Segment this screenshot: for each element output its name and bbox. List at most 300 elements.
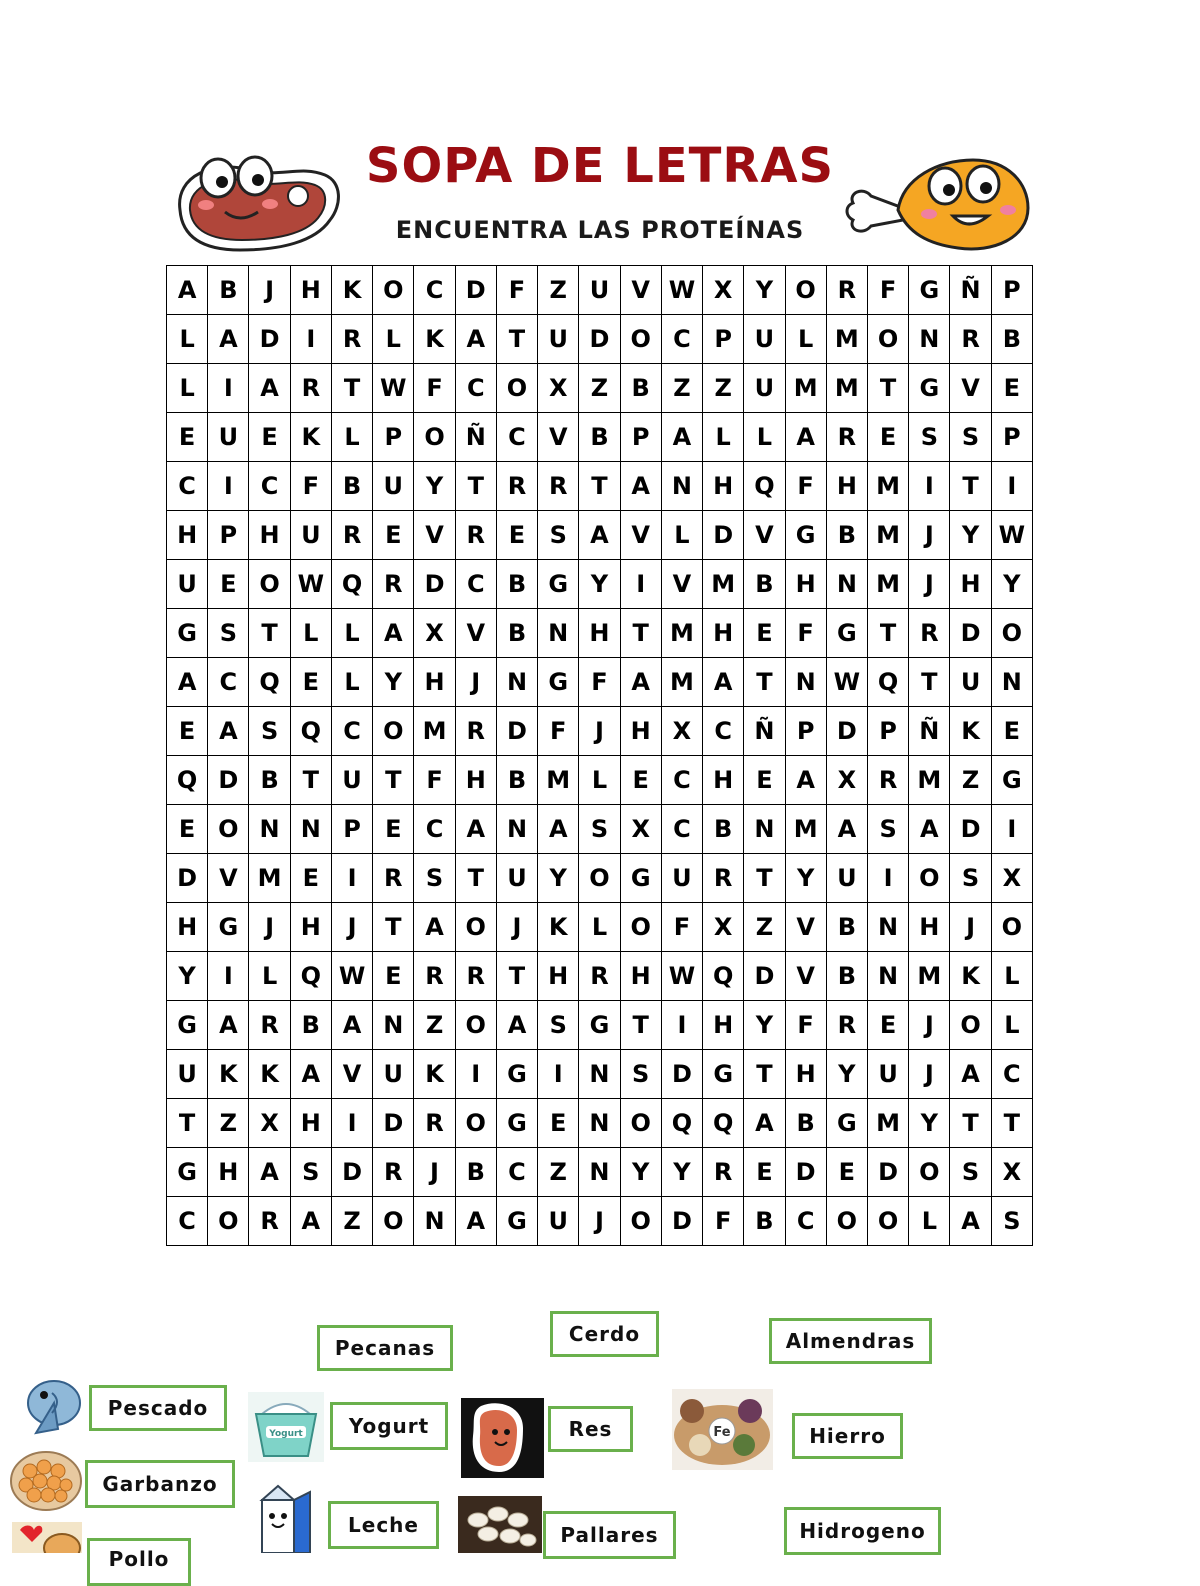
grid-cell: I bbox=[208, 364, 249, 413]
grid-cell: F bbox=[703, 1197, 744, 1246]
grid-row bbox=[167, 413, 1033, 462]
grid-cell: H bbox=[785, 560, 826, 609]
grid-cell: K bbox=[331, 266, 372, 315]
grid-cell: K bbox=[950, 707, 991, 756]
grid-cell: D bbox=[167, 854, 208, 903]
grid-cell: N bbox=[414, 1197, 455, 1246]
grid-cell: T bbox=[991, 1099, 1032, 1148]
grid-row bbox=[167, 854, 1033, 903]
grid-cell: M bbox=[867, 1099, 908, 1148]
grid-cell: A bbox=[208, 315, 249, 364]
grid-cell: F bbox=[785, 1001, 826, 1050]
grid-cell: W bbox=[661, 266, 702, 315]
word-search-grid bbox=[166, 265, 1033, 1246]
grid-cell: R bbox=[826, 1001, 867, 1050]
grid-cell: I bbox=[208, 462, 249, 511]
grid-cell: F bbox=[785, 462, 826, 511]
grid-cell: I bbox=[620, 560, 661, 609]
grid-cell: D bbox=[208, 756, 249, 805]
page-title: SOPA DE LETRAS bbox=[365, 138, 835, 194]
grid-cell: O bbox=[991, 609, 1032, 658]
grid-cell: H bbox=[826, 462, 867, 511]
grid-cell: Z bbox=[208, 1099, 249, 1148]
grid-cell: Q bbox=[703, 952, 744, 1001]
grid-cell: A bbox=[373, 609, 414, 658]
grid-cell: H bbox=[703, 609, 744, 658]
grid-cell: C bbox=[249, 462, 290, 511]
grid-cell: Y bbox=[373, 658, 414, 707]
grid-cell: Y bbox=[620, 1148, 661, 1197]
grid-cell: K bbox=[414, 315, 455, 364]
grid-cell: X bbox=[661, 707, 702, 756]
word-cerdo: Cerdo bbox=[550, 1311, 659, 1357]
grid-cell: R bbox=[331, 511, 372, 560]
grid-cell: O bbox=[826, 1197, 867, 1246]
grid-cell: M bbox=[785, 805, 826, 854]
grid-row bbox=[167, 952, 1033, 1001]
grid-cell: C bbox=[496, 413, 537, 462]
grid-cell: C bbox=[414, 266, 455, 315]
beans-icon bbox=[458, 1496, 542, 1553]
grid-cell: Ñ bbox=[744, 707, 785, 756]
grid-cell: W bbox=[661, 952, 702, 1001]
grid-cell: N bbox=[867, 903, 908, 952]
iron-bowl-label: Fe bbox=[713, 1425, 731, 1440]
grid-cell: U bbox=[950, 658, 991, 707]
grid-cell: B bbox=[785, 1099, 826, 1148]
grid-cell: L bbox=[785, 315, 826, 364]
grid-cell: F bbox=[661, 903, 702, 952]
grid-cell: C bbox=[661, 756, 702, 805]
grid-cell: N bbox=[991, 658, 1032, 707]
grid-cell: H bbox=[703, 756, 744, 805]
grid-cell: S bbox=[249, 707, 290, 756]
grid-cell: I bbox=[331, 1099, 372, 1148]
grid-cell: H bbox=[208, 1148, 249, 1197]
grid-cell: U bbox=[373, 462, 414, 511]
grid-row bbox=[167, 805, 1033, 854]
grid-cell: I bbox=[867, 854, 908, 903]
grid-row bbox=[167, 1099, 1033, 1148]
grid-cell: E bbox=[744, 609, 785, 658]
grid-cell: G bbox=[579, 1001, 620, 1050]
grid-cell: F bbox=[290, 462, 331, 511]
grid-cell: V bbox=[661, 560, 702, 609]
grid-cell: X bbox=[703, 266, 744, 315]
grid-cell: O bbox=[909, 854, 950, 903]
grid-cell: R bbox=[826, 413, 867, 462]
grid-cell: G bbox=[496, 1099, 537, 1148]
grid-cell: T bbox=[455, 462, 496, 511]
grid-cell: D bbox=[867, 1148, 908, 1197]
grid-cell: H bbox=[290, 1099, 331, 1148]
grid-cell: D bbox=[744, 952, 785, 1001]
grid-cell: N bbox=[579, 1099, 620, 1148]
grid-cell: O bbox=[373, 266, 414, 315]
grid-cell: O bbox=[620, 903, 661, 952]
grid-cell: N bbox=[579, 1050, 620, 1099]
grid-cell: D bbox=[661, 1050, 702, 1099]
grid-cell: D bbox=[496, 707, 537, 756]
grid-cell: H bbox=[785, 1050, 826, 1099]
grid-cell: F bbox=[414, 756, 455, 805]
grid-cell: B bbox=[496, 560, 537, 609]
grid-cell: A bbox=[455, 805, 496, 854]
grid-cell: U bbox=[538, 315, 579, 364]
word-pollo: Pollo bbox=[87, 1538, 191, 1586]
grid-cell: Q bbox=[867, 658, 908, 707]
grid-cell: A bbox=[620, 658, 661, 707]
grid-cell: C bbox=[208, 658, 249, 707]
grid-cell: J bbox=[909, 1050, 950, 1099]
page-subtitle: ENCUENTRA LAS PROTEÍNAS bbox=[395, 216, 805, 244]
grid-cell: R bbox=[249, 1197, 290, 1246]
grid-cell: U bbox=[373, 1050, 414, 1099]
grid-cell: U bbox=[167, 560, 208, 609]
grid-cell: J bbox=[455, 658, 496, 707]
grid-cell: S bbox=[579, 805, 620, 854]
grid-cell: F bbox=[785, 609, 826, 658]
grid-cell: Z bbox=[579, 364, 620, 413]
grid-cell: R bbox=[373, 1148, 414, 1197]
grid-cell: S bbox=[867, 805, 908, 854]
grid-cell: B bbox=[579, 413, 620, 462]
grid-cell: B bbox=[620, 364, 661, 413]
grid-row bbox=[167, 266, 1033, 315]
grid-cell: Q bbox=[249, 658, 290, 707]
grid-cell: D bbox=[785, 1148, 826, 1197]
grid-cell: L bbox=[661, 511, 702, 560]
grid-cell: E bbox=[167, 413, 208, 462]
grid-cell: B bbox=[496, 756, 537, 805]
grid-cell: I bbox=[290, 315, 331, 364]
grid-cell: A bbox=[785, 413, 826, 462]
grid-cell: U bbox=[661, 854, 702, 903]
grid-cell: T bbox=[744, 658, 785, 707]
grid-cell: E bbox=[373, 511, 414, 560]
grid-cell: O bbox=[414, 413, 455, 462]
word-hidrogeno: Hidrogeno bbox=[784, 1507, 941, 1555]
grid-cell: A bbox=[620, 462, 661, 511]
grid-cell: D bbox=[414, 560, 455, 609]
grid-cell: V bbox=[455, 609, 496, 658]
grid-cell: M bbox=[414, 707, 455, 756]
grid-cell: J bbox=[909, 560, 950, 609]
grid-cell: S bbox=[909, 413, 950, 462]
grid-cell: U bbox=[744, 364, 785, 413]
grid-cell: K bbox=[208, 1050, 249, 1099]
grid-cell: G bbox=[620, 854, 661, 903]
grid-cell: M bbox=[661, 658, 702, 707]
grid-cell: C bbox=[414, 805, 455, 854]
grid-cell: Z bbox=[538, 266, 579, 315]
grid-cell: L bbox=[331, 658, 372, 707]
grid-cell: S bbox=[290, 1148, 331, 1197]
grid-cell: Ñ bbox=[455, 413, 496, 462]
grid-cell: R bbox=[538, 462, 579, 511]
grid-cell: S bbox=[620, 1050, 661, 1099]
grid-cell: H bbox=[455, 756, 496, 805]
grid-cell: A bbox=[249, 1148, 290, 1197]
grid-cell: V bbox=[538, 413, 579, 462]
grid-cell: G bbox=[208, 903, 249, 952]
grid-cell: C bbox=[661, 805, 702, 854]
grid-cell: H bbox=[290, 903, 331, 952]
grid-cell: P bbox=[373, 413, 414, 462]
grid-row bbox=[167, 1197, 1033, 1246]
grid-cell: T bbox=[867, 364, 908, 413]
grid-cell: O bbox=[455, 1099, 496, 1148]
grid-cell: T bbox=[373, 903, 414, 952]
grid-cell: Z bbox=[331, 1197, 372, 1246]
grid-cell: D bbox=[826, 707, 867, 756]
grid-cell: A bbox=[661, 413, 702, 462]
grid-cell: D bbox=[331, 1148, 372, 1197]
grid-cell: T bbox=[950, 462, 991, 511]
grid-cell: L bbox=[909, 1197, 950, 1246]
grid-cell: S bbox=[538, 1001, 579, 1050]
grid-cell: D bbox=[579, 315, 620, 364]
grid-cell: D bbox=[950, 609, 991, 658]
grid-cell: N bbox=[373, 1001, 414, 1050]
grid-cell: T bbox=[496, 952, 537, 1001]
grid-cell: A bbox=[331, 1001, 372, 1050]
grid-cell: A bbox=[455, 315, 496, 364]
grid-cell: C bbox=[455, 560, 496, 609]
grid-cell: N bbox=[290, 805, 331, 854]
grid-cell: H bbox=[703, 462, 744, 511]
grid-cell: N bbox=[785, 658, 826, 707]
grid-cell: D bbox=[950, 805, 991, 854]
word-leche: Leche bbox=[328, 1501, 439, 1549]
grid-cell: V bbox=[331, 1050, 372, 1099]
grid-cell: O bbox=[249, 560, 290, 609]
grid-cell: O bbox=[991, 903, 1032, 952]
grid-cell: G bbox=[991, 756, 1032, 805]
grid-cell: U bbox=[826, 854, 867, 903]
grid-cell: R bbox=[414, 1099, 455, 1148]
grid-cell: B bbox=[826, 952, 867, 1001]
grid-cell: O bbox=[496, 364, 537, 413]
grid-cell: H bbox=[167, 903, 208, 952]
steak-mascot-icon bbox=[170, 150, 345, 260]
grid-cell: R bbox=[455, 511, 496, 560]
grid-cell: B bbox=[826, 903, 867, 952]
grid-cell: E bbox=[290, 658, 331, 707]
grid-cell: L bbox=[249, 952, 290, 1001]
grid-cell: O bbox=[867, 1197, 908, 1246]
grid-cell: N bbox=[744, 805, 785, 854]
grid-cell: O bbox=[867, 315, 908, 364]
grid-cell: N bbox=[867, 952, 908, 1001]
grid-cell: V bbox=[620, 511, 661, 560]
grid-cell: W bbox=[373, 364, 414, 413]
grid-cell: E bbox=[991, 707, 1032, 756]
grid-cell: A bbox=[414, 903, 455, 952]
grid-cell: Q bbox=[744, 462, 785, 511]
grid-cell: Y bbox=[167, 952, 208, 1001]
grid-cell: U bbox=[290, 511, 331, 560]
grid-cell: Y bbox=[661, 1148, 702, 1197]
grid-cell: P bbox=[785, 707, 826, 756]
yogurt-cup-label: Yogurt bbox=[269, 1429, 303, 1439]
grid-cell: A bbox=[208, 1001, 249, 1050]
grid-cell: V bbox=[620, 266, 661, 315]
grid-cell: N bbox=[249, 805, 290, 854]
grid-cell: N bbox=[661, 462, 702, 511]
grid-row bbox=[167, 364, 1033, 413]
grid-cell: U bbox=[331, 756, 372, 805]
grid-cell: O bbox=[950, 1001, 991, 1050]
grid-cell: H bbox=[909, 903, 950, 952]
grid-cell: I bbox=[538, 1050, 579, 1099]
grid-cell: O bbox=[785, 266, 826, 315]
grid-cell: Ñ bbox=[950, 266, 991, 315]
grid-cell: N bbox=[579, 1148, 620, 1197]
grid-cell: J bbox=[496, 903, 537, 952]
grid-cell: X bbox=[414, 609, 455, 658]
grid-row bbox=[167, 609, 1033, 658]
grid-cell: R bbox=[414, 952, 455, 1001]
grid-cell: D bbox=[661, 1197, 702, 1246]
word-hierro: Hierro bbox=[792, 1413, 903, 1459]
grid-cell: M bbox=[826, 315, 867, 364]
grid-cell: I bbox=[991, 805, 1032, 854]
grid-cell: V bbox=[785, 952, 826, 1001]
grid-cell: O bbox=[620, 1197, 661, 1246]
grid-cell: H bbox=[290, 266, 331, 315]
grid-cell: P bbox=[620, 413, 661, 462]
word-pescado: Pescado bbox=[89, 1385, 227, 1431]
grid-cell: T bbox=[620, 1001, 661, 1050]
grid-cell: L bbox=[579, 903, 620, 952]
grid-cell: D bbox=[703, 511, 744, 560]
grid-cell: O bbox=[909, 1148, 950, 1197]
grid-cell: X bbox=[703, 903, 744, 952]
steak-icon bbox=[461, 1398, 544, 1478]
grid-cell: M bbox=[249, 854, 290, 903]
grid-cell: G bbox=[496, 1197, 537, 1246]
grid-cell: M bbox=[703, 560, 744, 609]
grid-cell: K bbox=[290, 413, 331, 462]
grid-cell: E bbox=[991, 364, 1032, 413]
grid-cell: S bbox=[991, 1197, 1032, 1246]
grid-cell: R bbox=[373, 854, 414, 903]
grid-cell: Z bbox=[538, 1148, 579, 1197]
grid-cell: D bbox=[455, 266, 496, 315]
grid-cell: G bbox=[538, 560, 579, 609]
grid-cell: T bbox=[249, 609, 290, 658]
grid-cell: U bbox=[496, 854, 537, 903]
grid-cell: T bbox=[455, 854, 496, 903]
grid-cell: C bbox=[785, 1197, 826, 1246]
grid-cell: Z bbox=[703, 364, 744, 413]
grid-cell: U bbox=[579, 266, 620, 315]
grid-cell: M bbox=[867, 511, 908, 560]
grid-cell: S bbox=[414, 854, 455, 903]
grid-cell: C bbox=[167, 462, 208, 511]
grid-cell: B bbox=[290, 1001, 331, 1050]
grid-cell: G bbox=[167, 609, 208, 658]
grid-cell: C bbox=[455, 364, 496, 413]
grid-cell: H bbox=[950, 560, 991, 609]
grid-cell: G bbox=[703, 1050, 744, 1099]
grid-cell: A bbox=[290, 1050, 331, 1099]
grid-cell: T bbox=[950, 1099, 991, 1148]
grid-cell: R bbox=[703, 1148, 744, 1197]
grid-cell: S bbox=[950, 854, 991, 903]
grid-cell: Y bbox=[950, 511, 991, 560]
grid-cell: S bbox=[950, 1148, 991, 1197]
grid-cell: T bbox=[496, 315, 537, 364]
grid-cell: F bbox=[496, 266, 537, 315]
grid-cell: X bbox=[249, 1099, 290, 1148]
grid-cell: B bbox=[744, 560, 785, 609]
grid-cell: E bbox=[208, 560, 249, 609]
grid-cell: H bbox=[167, 511, 208, 560]
grid-cell: N bbox=[909, 315, 950, 364]
grid-row bbox=[167, 1050, 1033, 1099]
grid-row bbox=[167, 903, 1033, 952]
grid-cell: M bbox=[909, 756, 950, 805]
grid-cell: V bbox=[950, 364, 991, 413]
grid-cell: E bbox=[867, 413, 908, 462]
grid-cell: H bbox=[249, 511, 290, 560]
grid-cell: W bbox=[290, 560, 331, 609]
grid-cell: H bbox=[620, 952, 661, 1001]
grid-cell: A bbox=[909, 805, 950, 854]
grid-cell: W bbox=[331, 952, 372, 1001]
grid-cell: M bbox=[909, 952, 950, 1001]
grid-cell: T bbox=[290, 756, 331, 805]
grid-row bbox=[167, 560, 1033, 609]
grid-cell: R bbox=[331, 315, 372, 364]
grid-cell: S bbox=[538, 511, 579, 560]
grid-cell: X bbox=[826, 756, 867, 805]
grid-cell: P bbox=[991, 266, 1032, 315]
grid-cell: R bbox=[867, 756, 908, 805]
grid-cell: G bbox=[167, 1001, 208, 1050]
grid-cell: U bbox=[867, 1050, 908, 1099]
grid-cell: A bbox=[538, 805, 579, 854]
grid-cell: T bbox=[331, 364, 372, 413]
grid-row bbox=[167, 658, 1033, 707]
grid-cell: R bbox=[373, 560, 414, 609]
grid-row bbox=[167, 707, 1033, 756]
grid-cell: X bbox=[991, 854, 1032, 903]
grid-cell: F bbox=[867, 266, 908, 315]
grid-cell: Q bbox=[290, 952, 331, 1001]
grid-cell: R bbox=[579, 952, 620, 1001]
grid-cell: J bbox=[414, 1148, 455, 1197]
grid-cell: L bbox=[703, 413, 744, 462]
grid-cell: T bbox=[579, 462, 620, 511]
word-garbanzo: Garbanzo bbox=[85, 1460, 235, 1508]
grid-cell: B bbox=[703, 805, 744, 854]
grid-cell: L bbox=[744, 413, 785, 462]
grid-cell: E bbox=[167, 707, 208, 756]
grid-cell: G bbox=[167, 1148, 208, 1197]
grid-cell: H bbox=[579, 609, 620, 658]
grid-cell: C bbox=[661, 315, 702, 364]
grid-cell: F bbox=[538, 707, 579, 756]
grid-cell: Y bbox=[744, 1001, 785, 1050]
iron-foods-icon bbox=[672, 1389, 773, 1470]
grid-cell: Y bbox=[538, 854, 579, 903]
grid-cell: L bbox=[331, 413, 372, 462]
grid-cell: B bbox=[249, 756, 290, 805]
grid-cell: U bbox=[208, 413, 249, 462]
